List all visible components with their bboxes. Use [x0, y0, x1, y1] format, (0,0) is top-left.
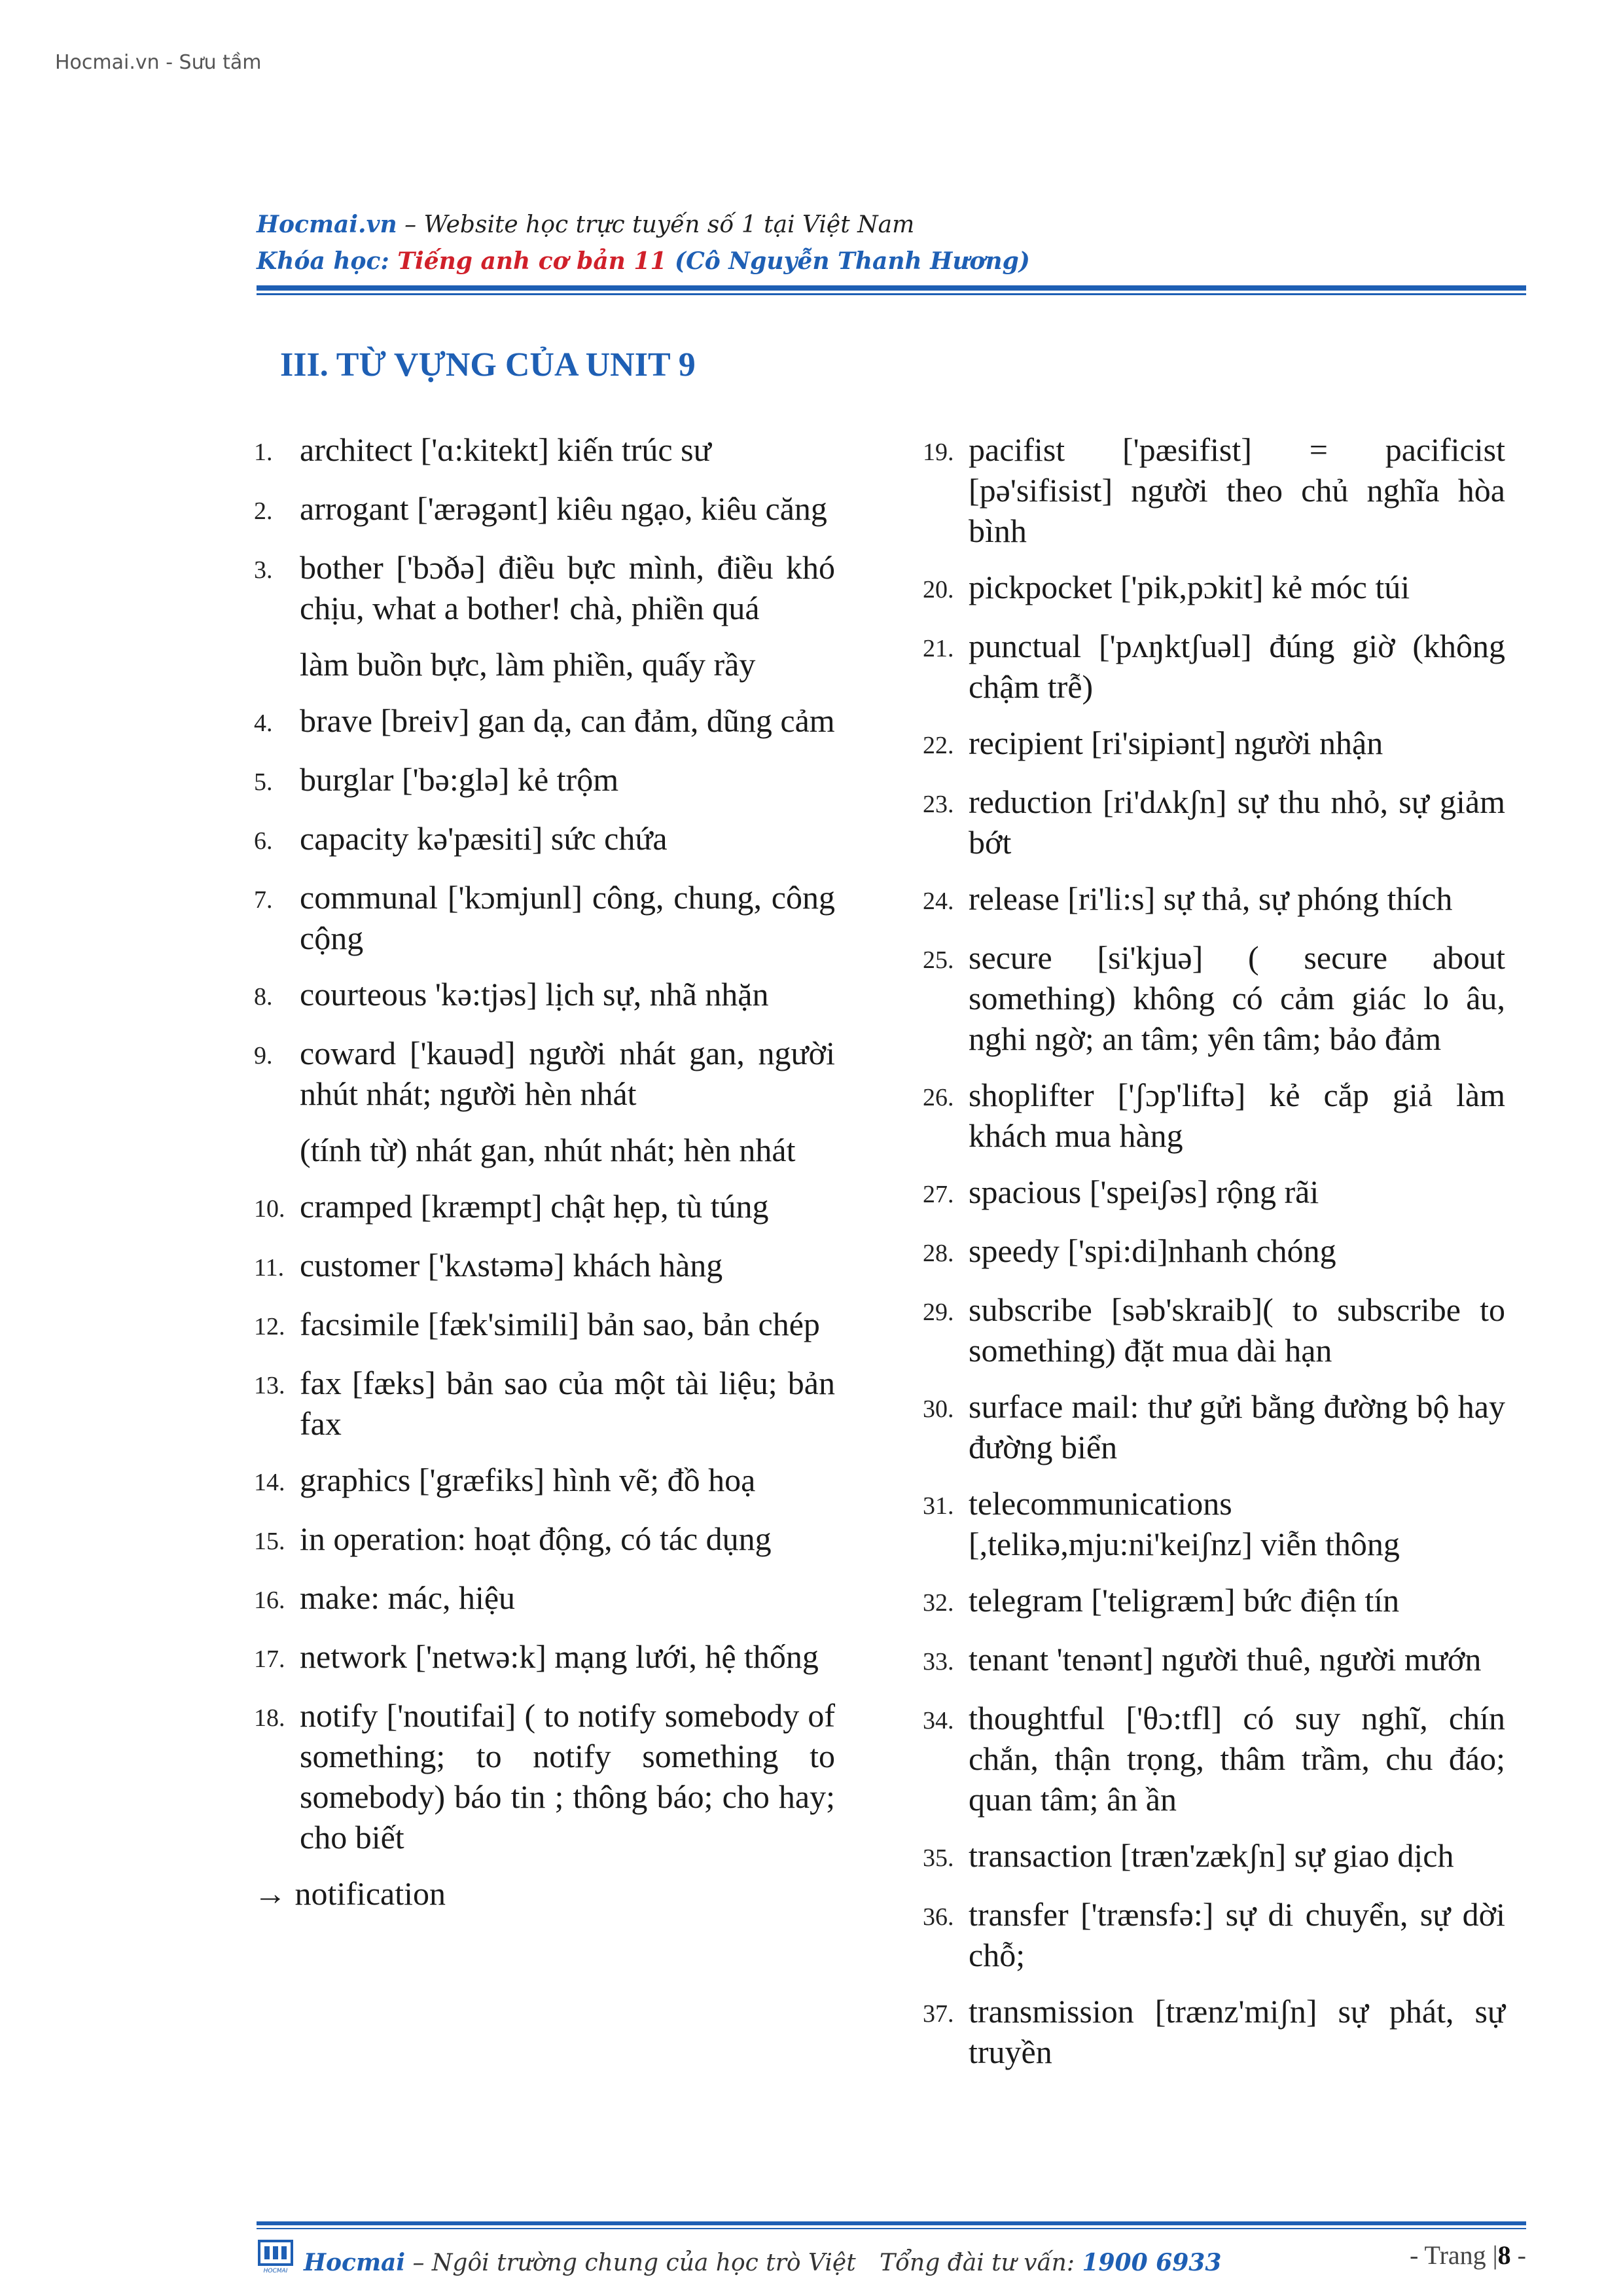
vocab-item-number: 31.: [923, 1492, 954, 1520]
vocab-item-number: 22.: [923, 732, 954, 759]
vocab-item-number: 17.: [254, 1645, 285, 1673]
vocab-item-number: 16.: [254, 1587, 285, 1614]
vocab-item-number: 13.: [254, 1372, 285, 1399]
header-line-1: [257, 211, 1030, 238]
vocab-item-number: 9.: [254, 1042, 273, 1069]
footer-brand: Hocmai: [304, 2249, 406, 2276]
vocab-item-number: 34.: [923, 1707, 954, 1734]
vocab-item-number: 19.: [923, 439, 954, 466]
vocab-item-number: 27.: [923, 1181, 954, 1208]
header-divider: [257, 285, 1526, 291]
page-footer: [257, 2234, 1526, 2280]
vocab-item-number: 29.: [923, 1299, 954, 1326]
vocab-item: [923, 1172, 1505, 1215]
vocab-item-number: 26.: [923, 1084, 954, 1111]
vocab-item-text: coward ['kauəd] người nhát gan, người nhút nhát; người hèn nhát: [300, 1035, 835, 1112]
footer-slogan: [304, 2249, 856, 2276]
vocab-item-text: release [ri'li:s] sự thả, sự phóng thích: [969, 880, 1453, 917]
vocab-item-text: notify ['noutifai] ( to notify somebody of something; to notify something to somebody) báo tin ; thông báo; cho hay; cho biết: [300, 1697, 835, 1856]
vocab-item-text: communal ['kɔmjunl] công, chung, công cộng: [300, 879, 835, 956]
vocab-item-number: 8.: [254, 983, 273, 1011]
vocab-item: [923, 1698, 1505, 1820]
vocab-item: [923, 567, 1505, 610]
vocab-item-text: shoplifter ['ʃɔp'liftə] kẻ cắp giả làm khách mua hàng: [969, 1077, 1505, 1154]
course-prefix: Khóa học:: [257, 247, 398, 275]
vocab-item-text: telegram ['teligræm] bức điện tín: [969, 1582, 1400, 1619]
vocab-item-text: recipient [ri'sipiənt] người nhận: [969, 725, 1383, 761]
vocab-item-continuation: (tính từ) nhát gan, nhút nhát; hèn nhát: [300, 1132, 796, 1168]
vocab-item-text: burglar ['bə:glə] kẻ trộm: [300, 761, 619, 798]
page-header: [257, 211, 1030, 275]
vocab-item-number: 21.: [923, 635, 954, 662]
section-title: III. TỪ VỰNG CỦA UNIT 9: [280, 346, 696, 384]
vocab-item-text: architect ['ɑ:kitekt] kiến trúc sư: [300, 431, 711, 468]
hotline-number: 1900 6933: [1082, 2249, 1222, 2276]
vocab-item-text: brave [breiv] gan dạ, can đảm, dũng cảm: [300, 702, 835, 739]
vocab-item: [254, 1695, 835, 1857]
vocab-item: [923, 878, 1505, 922]
vocab-item-number: 32.: [923, 1589, 954, 1617]
vocab-item: [254, 1577, 835, 1621]
vocab-item: [923, 1894, 1505, 1975]
vocab-item: [923, 1991, 1505, 2072]
vocab-item: [254, 1518, 835, 1562]
header-line-2: [257, 247, 1030, 275]
vocab-item-text: pacifist ['pæsifist] = pacificist [pə'sifisist] người theo chủ nghĩa hòa bình: [969, 431, 1505, 549]
vocab-item: [923, 781, 1505, 863]
vocab-item: [923, 1483, 1505, 1564]
vocab-item-number: 33.: [923, 1648, 954, 1676]
page-suffix: -: [1510, 2240, 1526, 2270]
footer-hotline: [880, 2249, 1221, 2276]
vocab-item: [923, 723, 1505, 766]
derived-word-line: [254, 1873, 835, 1914]
vocab-item-text: network ['netwə:k] mạng lưới, hệ thống: [300, 1638, 819, 1675]
footer-slogan-text: – Ngôi trường chung của học trò Việt: [405, 2250, 856, 2276]
vocab-item: [923, 1386, 1505, 1467]
vocab-item-text: make: mác, hiệu: [300, 1579, 516, 1616]
vocab-column-right: [923, 429, 1505, 2088]
vocab-item: [254, 1033, 835, 1114]
course-name: Tiếng anh cơ bản 11: [397, 247, 667, 275]
teacher-name: (Cô Nguyễn Thanh Hương): [666, 247, 1030, 275]
vocab-item-number: 20.: [923, 576, 954, 603]
vocab-item-text: spacious ['speiʃəs] rộng rãi: [969, 1174, 1319, 1210]
vocab-item-text: transfer ['trænsfə:] sự di chuyển, sự dời chỗ;: [969, 1896, 1505, 1973]
vocab-item-number: 6.: [254, 827, 273, 855]
vocab-item-text: arrogant ['ærəgənt] kiêu ngạo, kiêu căng: [300, 490, 827, 527]
vocab-item: [254, 877, 835, 958]
vocab-item: [254, 1245, 835, 1288]
vocab-item-number: 25.: [923, 946, 954, 974]
logo-text: HOCMAI: [263, 2268, 288, 2274]
vocab-item: [254, 1304, 835, 1347]
vocab-item-text: facsimile [fæk'simili] bản sao, bản chép: [300, 1306, 820, 1342]
vocab-item: [923, 626, 1505, 707]
vocab-item: [254, 700, 835, 744]
watermark: Hocmai.vn - Sưu tầm: [55, 51, 262, 74]
vocab-item: [254, 547, 835, 628]
vocab-item-text: punctual ['pʌŋktʃuəl] đúng giờ (không chậm trễ): [969, 628, 1505, 705]
header-tagline: – Website học trực tuyến số 1 tại Việt Nam: [397, 211, 915, 238]
vocab-item: [923, 1289, 1505, 1371]
vocab-item-number: 3.: [254, 556, 273, 584]
vocab-item: [254, 974, 835, 1017]
vocab-item-text: surface mail: thư gửi bằng đường bộ hay đường biển: [969, 1388, 1505, 1465]
vocab-item-number: 35.: [923, 1844, 954, 1872]
vocab-item-number: 12.: [254, 1313, 285, 1340]
vocab-item-text: subscribe [səb'skraib]( to subscribe to something) đặt mua dài hạn: [969, 1291, 1505, 1369]
vocab-item: [254, 1363, 835, 1444]
page-num: 8: [1497, 2240, 1511, 2270]
vocab-item-text: secure [si'kjuə] ( secure about something) không có cảm giác lo âu, nghi ngờ; an tâm; yên tâm; bảo đảm: [969, 939, 1505, 1057]
vocab-item-number: 5.: [254, 768, 273, 796]
footer-divider-thin: [257, 2228, 1526, 2229]
vocab-item-continuation: làm buồn bực, làm phiền, quấy rầy: [300, 646, 756, 683]
hocmai-logo-icon: [257, 2237, 294, 2274]
vocab-item-text: thoughtful ['θɔ:tfl] có suy nghĩ, chín chắn, thận trọng, thâm trầm, chu đáo; quan tâm; ân ần: [969, 1700, 1505, 1818]
vocab-item-text: bother ['bɔðə] điều bực mình, điều khó chịu, what a bother! chà, phiền quá: [300, 549, 835, 626]
vocab-item: [923, 429, 1505, 551]
vocab-item: [254, 818, 835, 861]
vocab-item-text: telecommunications [,telikə,mju:ni'keiʃnz] viễn thông: [969, 1485, 1400, 1562]
vocab-column-left: [254, 429, 835, 1914]
vocab-item-text: graphics ['græfiks] hình vẽ; đồ hoạ: [300, 1462, 756, 1498]
derived-word: notification: [294, 1875, 446, 1912]
vocab-item: [254, 488, 835, 531]
vocab-item: [923, 1639, 1505, 1682]
vocab-item-text: transmission [trænz'miʃn] sự phát, sự truyền: [969, 1993, 1505, 2070]
vocab-item-number: 2.: [254, 497, 273, 525]
vocab-item: [254, 1460, 835, 1503]
header-brand: Hocmai.vn: [257, 211, 397, 238]
vocab-item-text: fax [fæks] bản sao của một tài liệu; bản fax: [300, 1365, 835, 1442]
right-arrow-icon: →: [254, 1875, 295, 1912]
vocab-item-text: speedy ['spi:di]nhanh chóng: [969, 1232, 1336, 1269]
vocab-item: [254, 429, 835, 473]
vocab-item-text: reduction [ri'dʌkʃn] sự thu nhỏ, sự giảm bớt: [969, 783, 1505, 861]
page-number: [1410, 2240, 1526, 2270]
vocab-item-number: 23.: [923, 791, 954, 818]
page-prefix: - Trang |: [1409, 2240, 1498, 2270]
vocab-item-text: capacity kə'pæsiti] sức chứa: [300, 820, 668, 857]
vocab-item-text: tenant 'tenənt] người thuê, người mướn: [969, 1641, 1482, 1677]
hotline-label: Tổng đài tư vấn:: [880, 2250, 1082, 2276]
vocab-item-number: 11.: [254, 1254, 285, 1282]
vocab-item-number: 14.: [254, 1469, 285, 1496]
vocab-item-number: 24.: [923, 888, 954, 915]
vocab-item: [254, 1186, 835, 1229]
vocab-item-number: 10.: [254, 1195, 285, 1223]
vocab-item: [923, 1230, 1505, 1274]
vocab-item-number: 15.: [254, 1528, 285, 1555]
vocab-item-text: cramped [kræmpt] chật hẹp, tù túng: [300, 1188, 769, 1225]
vocab-item-number: 37.: [923, 2000, 954, 2028]
vocab-item-text: transaction [træn'zækʃn] sự giao dịch: [969, 1837, 1454, 1874]
vocab-item-number: 28.: [923, 1240, 954, 1267]
vocab-item: [254, 759, 835, 802]
vocab-item: [923, 1075, 1505, 1156]
footer-divider: [257, 2221, 1526, 2225]
vocab-item-text: customer ['kʌstəmə] khách hàng: [300, 1247, 723, 1283]
vocab-item: [923, 937, 1505, 1059]
vocab-item: [923, 1835, 1505, 1878]
header-divider-thin: [257, 293, 1526, 295]
vocab-item-number: 30.: [923, 1395, 954, 1423]
vocab-item-text: pickpocket ['pik,pɔkit] kẻ móc túi: [969, 569, 1410, 605]
vocab-item-number: 1.: [254, 439, 273, 466]
vocab-item-text: in operation: hoạt động, có tác dụng: [300, 1520, 772, 1557]
vocab-item-number: 18.: [254, 1704, 285, 1732]
vocab-item-number: 4.: [254, 709, 273, 737]
vocab-item: [254, 1636, 835, 1679]
vocab-item: [923, 1580, 1505, 1623]
vocab-item-number: 36.: [923, 1903, 954, 1931]
vocab-item-text: courteous 'kə:tjəs] lịch sự, nhã nhặn: [300, 976, 769, 1013]
vocab-item-number: 7.: [254, 886, 273, 914]
